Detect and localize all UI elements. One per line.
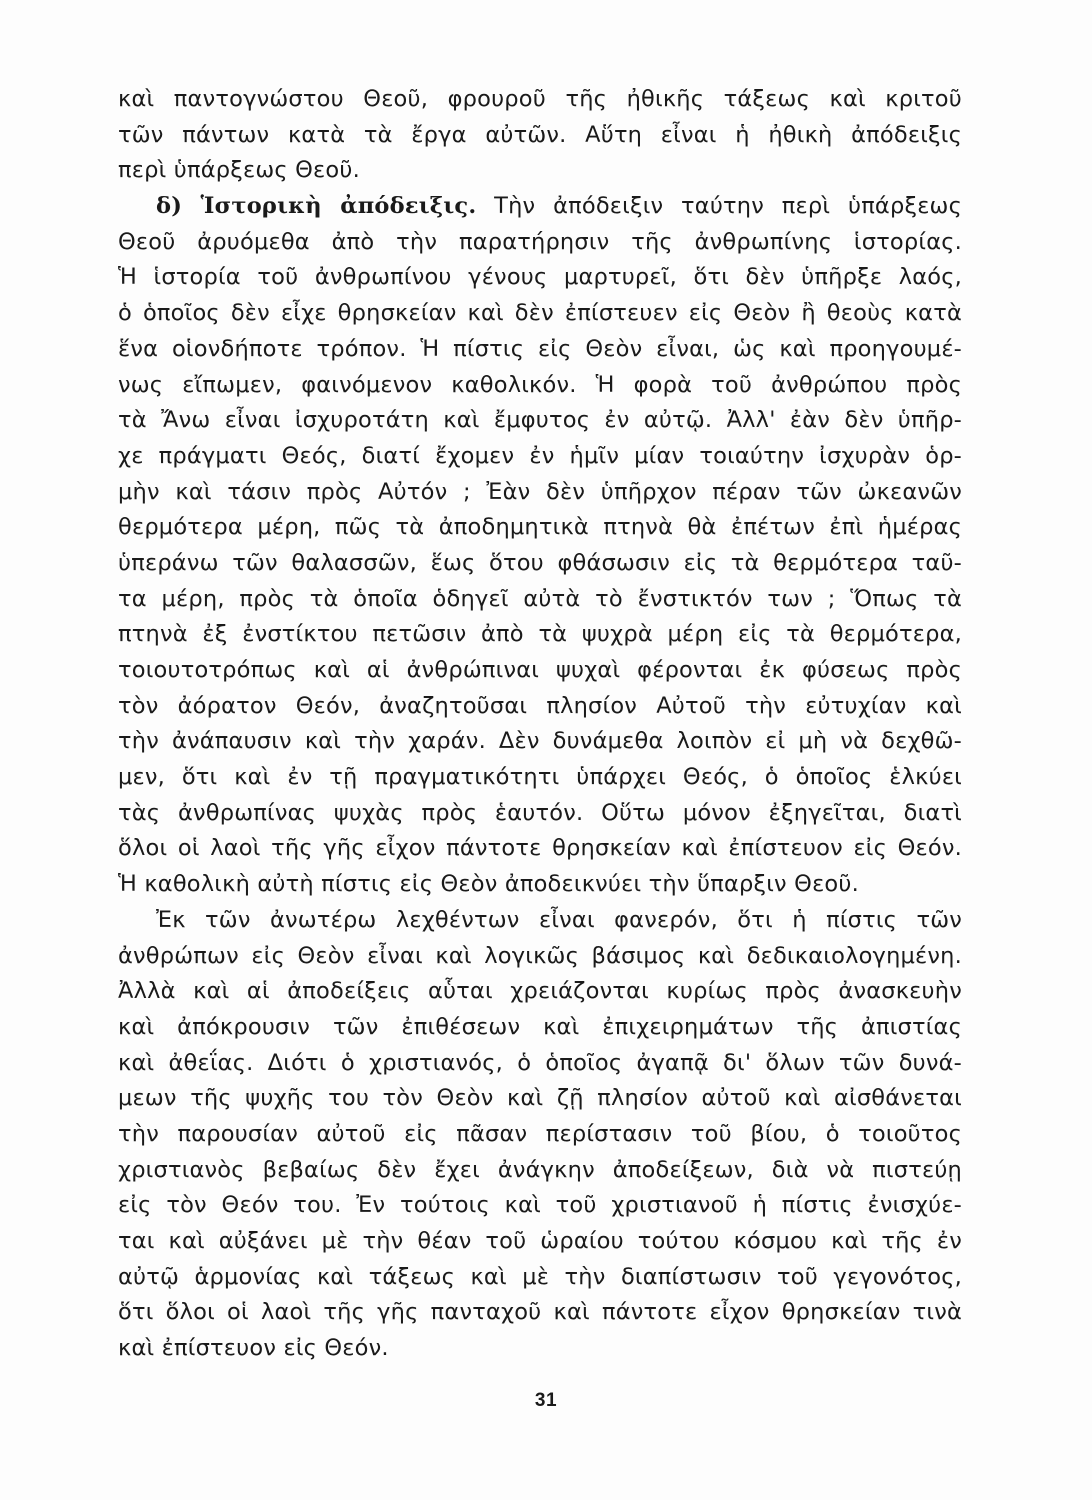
text-line: περὶ ὑπάρξεως Θεοῦ.	[118, 157, 360, 184]
text-line: τὰ Ἄνω εἶναι ἰσχυροτάτη καὶ ἔμφυτος ἐν αὐτῷ. Ἀλλ' ἐὰν δὲν ὑπῆρ-	[118, 407, 962, 434]
text-line: χε πράγματι Θεός, διατί ἔχομεν ἐν ἡμῖν μίαν τοιαύτην ἰσχυρὰν ὁρ-	[118, 442, 962, 469]
text-line: Ἡ ἱστορία τοῦ ἀνθρωπίνου γένους μαρτυρεῖ, ὅτι δὲν ὑπῆρξε λαός,	[118, 264, 962, 291]
text-line: Ἐκ τῶν ἀνωτέρω λεχθέντων εἶναι φανερόν, ὅτι ἡ πίστις τῶν	[156, 906, 962, 933]
text-line: αὐτῷ ἁρμονίας καὶ τάξεως καὶ μὲ τὴν διαπίστωσιν τοῦ γεγονότος,	[118, 1263, 962, 1290]
text-line: τὴν ἀνάπαυσιν καὶ τὴν χαράν. Δὲν δυνάμεθα λοιπὸν εἰ μὴ νὰ δεχθῶ-	[118, 728, 962, 755]
page-number: 31	[534, 1390, 558, 1411]
section-first-line	[118, 189, 962, 225]
text-line: μεν, ὅτι καὶ ἐν τῇ πραγματικότητι ὑπάρχει Θεός, ὁ ὁποῖος ἑλκύει	[118, 764, 962, 791]
text-line: τοιουτοτρόπως καὶ αἱ ἀνθρώπιναι ψυχαὶ φέρονται ἐκ φύσεως πρὸς	[118, 657, 962, 683]
text-line: Θεοῦ ἀρυόμεθα ἀπὸ τὴν παρατήρησιν τῆς ἀνθρωπίνης ἱστορίας.	[118, 228, 962, 255]
text-line: μεων τῆς ψυχῆς του τὸν Θεὸν καὶ ζῇ πλησίον αὐτοῦ καὶ αἰσθάνεται	[118, 1085, 962, 1112]
text-line: ται καὶ αὐξάνει μὲ τὴν θέαν τοῦ ὡραίου τούτου κόσμου καὶ τῆς ἐν	[118, 1228, 962, 1254]
text-line: ὅλοι οἱ λαοὶ τῆς γῆς εἶχον πάντοτε θρησκείαν καὶ ἐπίστευον εἰς Θεόν.	[118, 835, 962, 862]
text-line: χριστιανὸς βεβαίως δὲν ἔχει ἀνάγκην ἀποδείξεων, διὰ νὰ πιστεύῃ	[118, 1156, 962, 1183]
text-line: ἕνα οἱονδήποτε τρόπον. Ἡ πίστις εἰς Θεὸν εἶναι, ὡς καὶ προηγουμέ-	[118, 335, 962, 362]
text-line: ἀνθρώπων εἰς Θεὸν εἶναι καὶ λογικῶς βάσιμος καὶ δεδικαιολογημένη.	[118, 942, 962, 969]
text-line: τὴν παρουσίαν αὐτοῦ εἰς πᾶσαν περίστασιν τοῦ βίου, ὁ τοιοῦτος	[118, 1120, 962, 1147]
text-line: τα μέρη, πρὸς τὰ ὁποῖα ὁδηγεῖ αὐτὰ τὸ ἔνστικτόν των ; Ὅπως τὰ	[118, 585, 962, 612]
text-line: νως εἴπωμεν, φαινόμενον καθολικόν. Ἡ φορὰ τοῦ ἀνθρώπου πρὸς	[118, 371, 962, 398]
text-line: καὶ ἐπίστευον εἰς Θεόν.	[118, 1335, 389, 1362]
text-line: τῶν πάντων κατὰ τὰ ἔργα αὐτῶν. Αὕτη εἶναι ἡ ἠθικὴ ἀπόδειξις	[118, 121, 962, 148]
section-heading: δ) Ἱστορικὴ ἀπόδειξις.	[156, 193, 477, 220]
body-text	[118, 82, 962, 1367]
text-line: θερμότερα μέρη, πῶς τὰ ἀποδημητικὰ πτηνὰ θὰ ἐπέτων ἐπὶ ἡμέρας	[118, 514, 962, 541]
text-line: τὰς ἀνθρωπίνας ψυχὰς πρὸς ἑαυτόν. Οὕτω μόνον ἐξηγεῖται, διατὶ	[118, 799, 962, 826]
text-line: εἰς τὸν Θεόν του. Ἐν τούτοις καὶ τοῦ χριστιανοῦ ἡ πίστις ἐνισχύε-	[118, 1192, 962, 1219]
text-line: τὸν ἀόρατον Θεόν, ἀναζητοῦσαι πλησίον Αὐτοῦ τὴν εὐτυχίαν καὶ	[118, 692, 962, 719]
text-line: ὑπεράνω τῶν θαλασσῶν, ἕως ὅτου φθάσωσιν εἰς τὰ θερμότερα ταῦ-	[118, 549, 962, 576]
text-line: καὶ παντογνώστου Θεοῦ, φρουροῦ τῆς ἠθικῆς τάξεως καὶ κριτοῦ	[118, 86, 962, 112]
text-line: ὁ ὁποῖος δὲν εἶχε θρησκείαν καὶ δὲν ἐπίστευεν εἰς Θεὸν ἢ θεοὺς κατὰ	[118, 300, 962, 327]
text-line: ὅτι ὅλοι οἱ λαοὶ τῆς γῆς πανταχοῦ καὶ πάντοτε εἶχον θρησκείαν τινὰ	[118, 1299, 962, 1326]
text-line: καὶ ἀπόκρουσιν τῶν ἐπιθέσεων καὶ ἐπιχειρημάτων τῆς ἀπιστίας	[118, 1013, 962, 1040]
text-line: Ἀλλὰ καὶ αἱ ἀποδείξεις αὗται χρειάζονται κυρίως πρὸς ἀνασκευὴν	[118, 978, 962, 1005]
text-line: καὶ ἀθεΐας. Διότι ὁ χριστιανός, ὁ ὁποῖος ἀγαπᾷ δι' ὅλων τῶν δυνά-	[118, 1049, 962, 1076]
text-line: Ἡ καθολικὴ αὐτὴ πίστις εἰς Θεὸν ἀποδεικνύει τὴν ὕπαρξιν Θεοῦ.	[118, 871, 859, 898]
text-line: πτηνὰ ἐξ ἐνστίκτου πετῶσιν ἀπὸ τὰ ψυχρὰ μέρη εἰς τὰ θερμότερα,	[118, 621, 962, 648]
text-line: μὴν καὶ τάσιν πρὸς Αὐτόν ; Ἐὰν δὲν ὑπῆρχον πέραν τῶν ὠκεανῶν	[118, 478, 962, 505]
section-first-line-text: Τὴν ἀπόδειξιν ταύτην περὶ ὑπάρξεως	[494, 193, 963, 220]
